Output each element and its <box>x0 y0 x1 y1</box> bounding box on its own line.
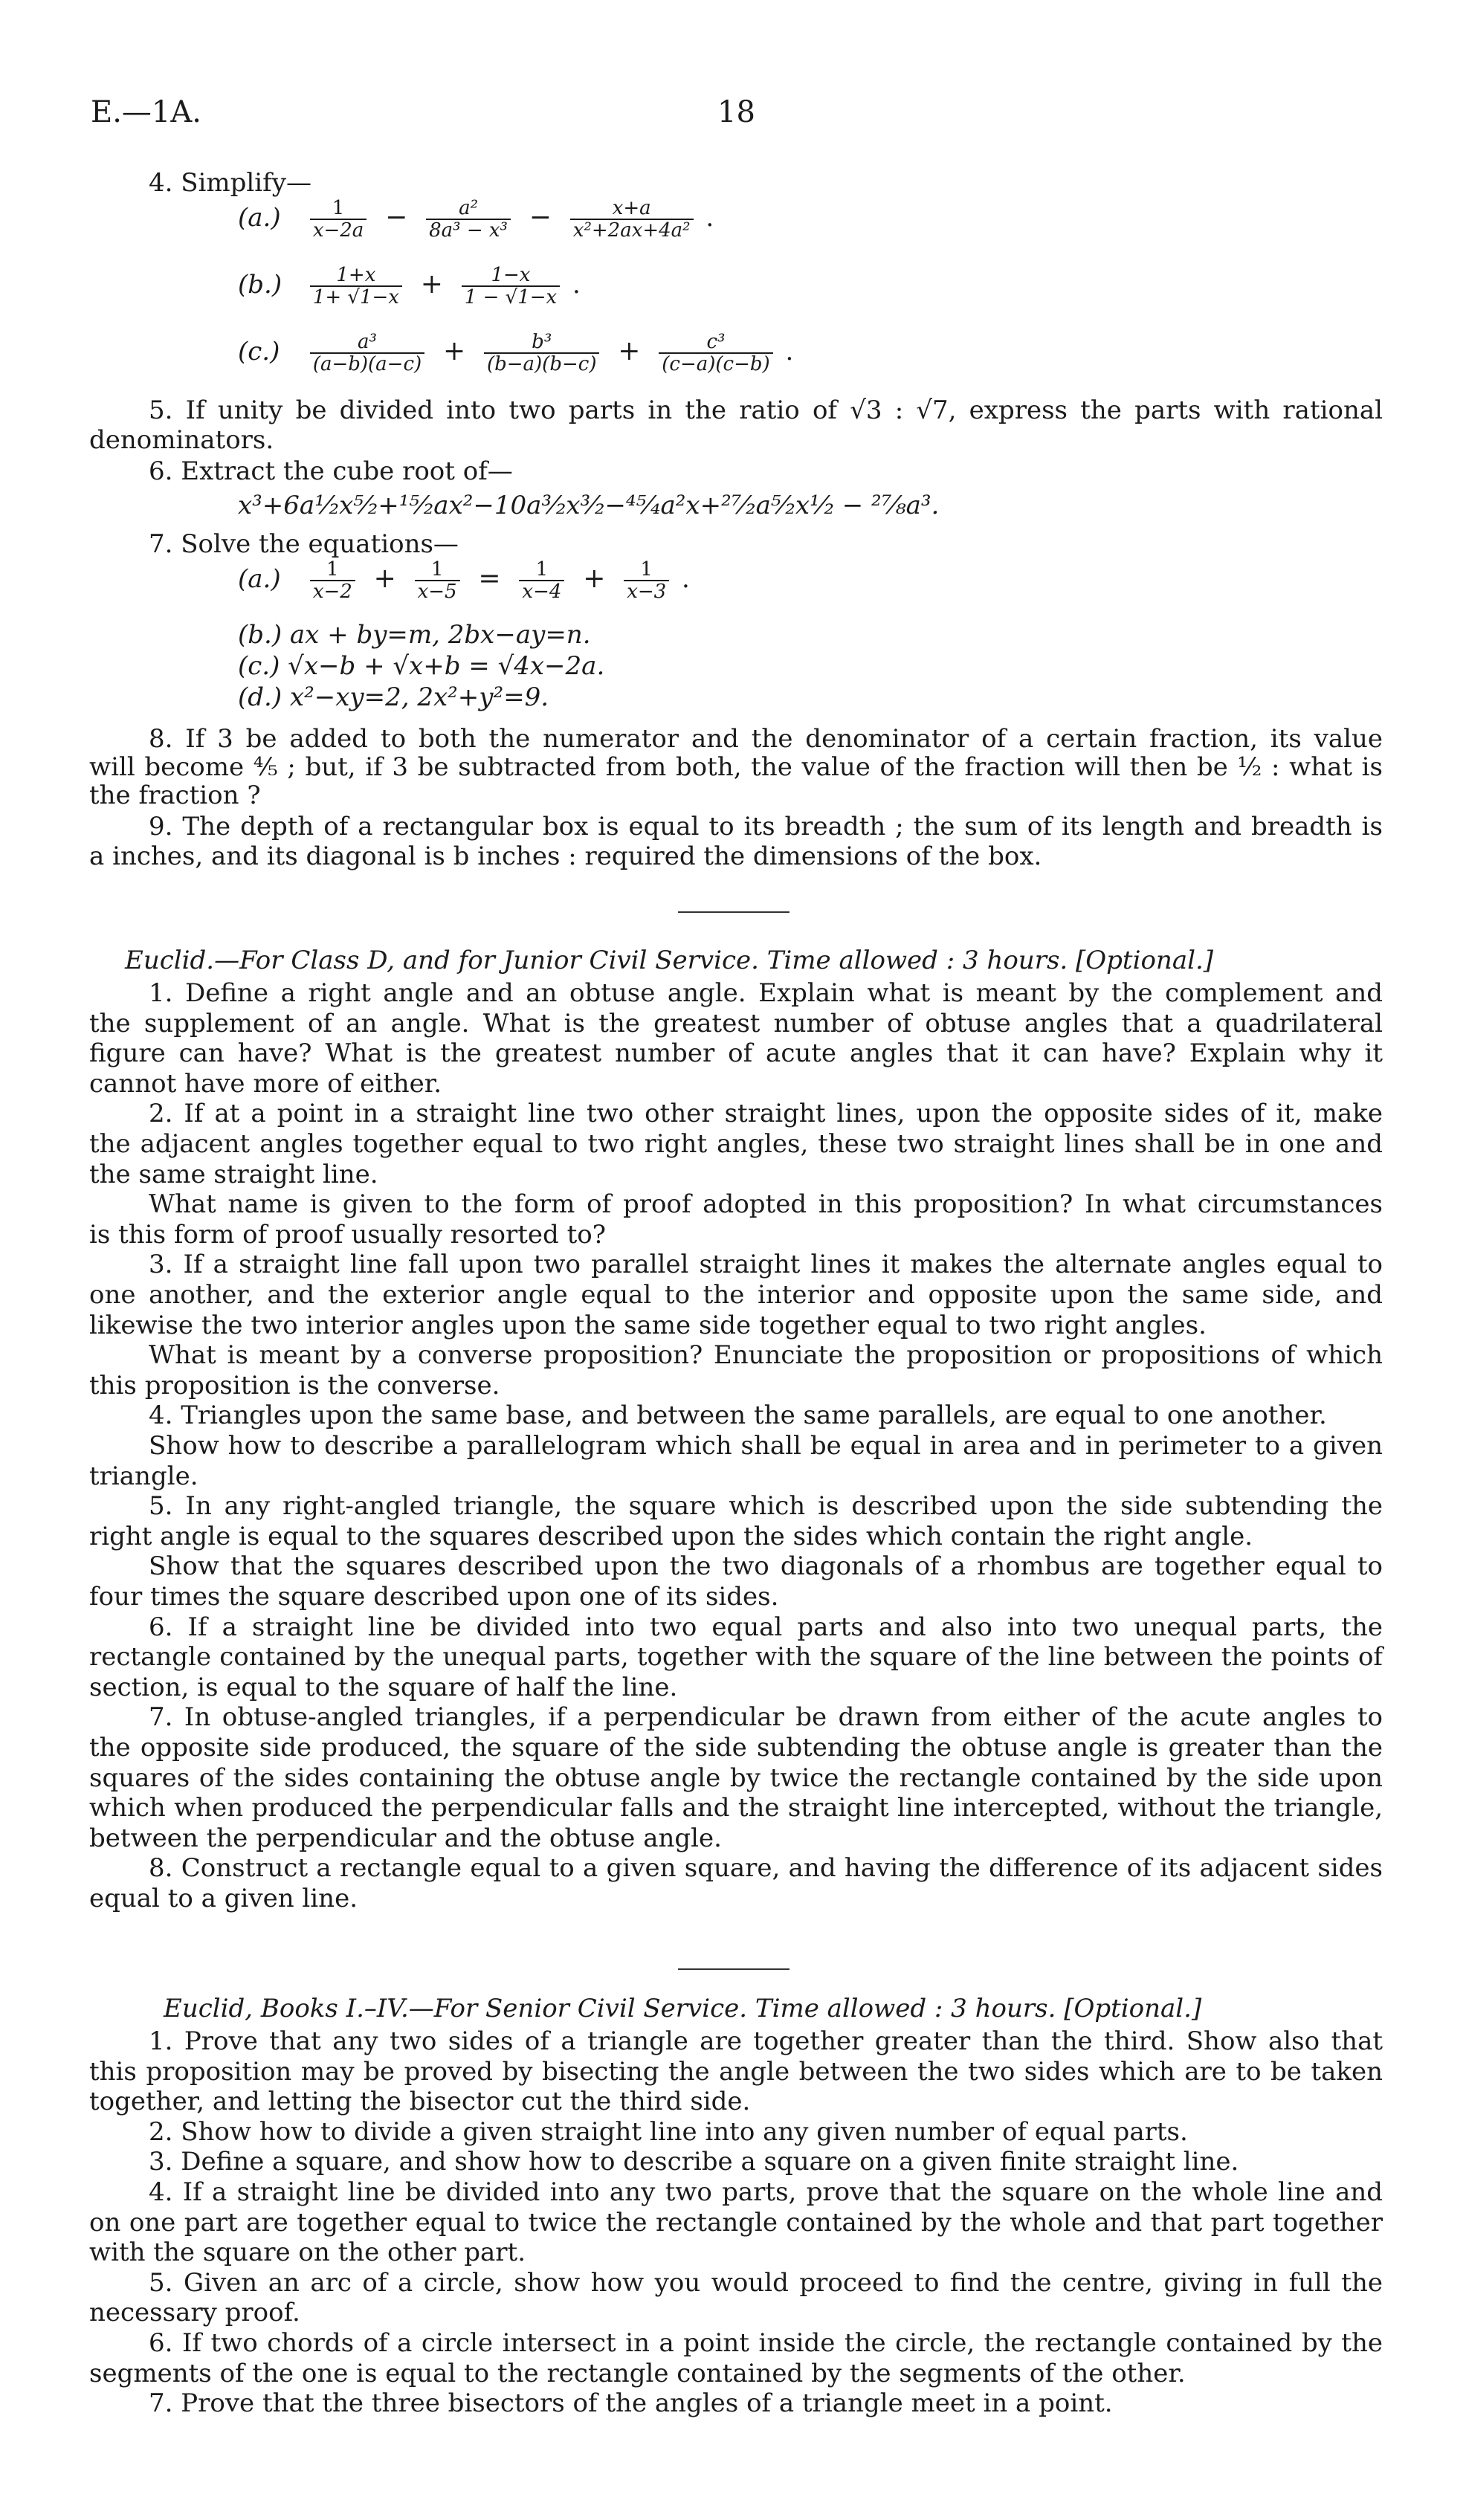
euclid-d-line: 3. If a straight line fall upon two parallel straight lines it makes the alternate angles equal to <box>149 1250 1383 1280</box>
euclid-d-line: What name is given to the form of proof adopted in this proposition? In what circumstances <box>149 1189 1383 1220</box>
q5-line-1: 5. If unity be divided into two parts in the ratio of √3 : √7, express the parts with rational <box>149 395 1383 425</box>
q5-line-2: denominators. <box>89 425 274 455</box>
section-divider-1 <box>678 911 789 913</box>
euclid-d-line: figure can have? What is the greatest number of acute angles that it can have? Explain why it <box>89 1038 1383 1069</box>
euclid-d-line: 4. Triangles upon the same base, and between the same parallels, are equal to one another. <box>149 1400 1327 1431</box>
euclid-d-line: which when produced the perpendicular falls and the straight line intercepted, without the triangle, <box>89 1793 1383 1823</box>
q4c-fraction-1: $\frac{\text{a³}}{(a-b)(a-c)}$ <box>310 332 424 375</box>
euclid-d-heading: Euclid.—For Class D, and for Junior Civil Service. Time allowed : 3 hours. [Optional.] <box>125 946 1214 975</box>
euclid-s-line: 1. Prove that any two sides of a triangle are together greater than the third. Show also that <box>149 2026 1383 2056</box>
euclid-d-line: between the perpendicular and the obtuse angle. <box>89 1823 722 1853</box>
q4a-label: (a.) <box>238 203 281 233</box>
q4b-equation: (b.) $\frac{1+x}{1+ √1-x}$ + $\frac{1-x}{1 - √1-x}$ . <box>238 264 581 308</box>
euclid-d-line: is this form of proof usually resorted to? <box>89 1219 606 1250</box>
q4-intro: 4. Simplify— <box>149 168 311 198</box>
euclid-s-line: 3. Define a square, and show how to describe a square on a given finite straight line. <box>149 2147 1239 2177</box>
euclid-d-line: triangle. <box>89 1461 198 1491</box>
euclid-d-line: squares of the sides containing the obtuse angle by twice the rectangle contained by the side upon <box>89 1763 1383 1793</box>
q7c-equation: (c.) √x−b + √x+b = √4x−2a. <box>238 651 605 681</box>
euclid-d-line: rectangle contained by the unequal parts, together with the square of the line between the points of <box>89 1642 1383 1673</box>
q4b-label: (b.) <box>238 270 282 300</box>
euclid-d-line: one another, and the exterior angle equal to the interior and opposite upon the same side, and <box>89 1280 1383 1310</box>
q4c-fraction-2: $\frac{\text{b³}}{(b-a)(b-c)}$ <box>484 332 600 375</box>
q4a-fraction-1: $\frac{1}{x-2a}$ <box>310 198 367 241</box>
euclid-s-line: necessary proof. <box>89 2298 300 2328</box>
q9-line-1: 9. The depth of a rectangular box is equal to its breadth ; the sum of its length and breadth is <box>149 812 1383 841</box>
q4a-fraction-2: $\frac{\text{a²}}{\text{8a³ − x³}}$ <box>426 198 511 241</box>
euclid-s-line: with the square on the other part. <box>89 2238 526 2268</box>
euclid-d-line: the supplement of an angle. What is the greatest number of obtuse angles that a quadrilateral <box>89 1008 1383 1038</box>
euclid-s-line: on one part are together equal to twice the rectangle contained by the whole and that part together <box>89 2207 1383 2238</box>
euclid-s-line: 6. If two chords of a circle intersect in a point inside the circle, the rectangle contained by the <box>149 2328 1383 2358</box>
q4a-equation: (a.) $\frac{1}{x-2a}$ − $\frac{\text{a²}}{\text{8a³ − x³}}$ − $\frac{x+a}{\text{x²+2ax+4a²}}$ . <box>238 197 714 242</box>
page-number: 18 <box>717 95 755 129</box>
euclid-d-line: this proposition is the converse. <box>89 1370 500 1400</box>
q6-expression: x³+6a¹⁄₂x⁵⁄₂+¹⁵⁄₂ax²−10a³⁄₂x³⁄₂−⁴⁵⁄₄a²x+²⁷⁄₂a⁵⁄₂x¹⁄₂ − ²⁷⁄₈a³. <box>238 491 940 520</box>
euclid-d-line: Show that the squares described upon the two diagonals of a rhombus are together equal to <box>149 1551 1383 1582</box>
euclid-d-line: cannot have more of either. <box>89 1068 442 1099</box>
q4b-fraction-2: $\frac{1-x}{1 - √1-x}$ <box>462 265 560 308</box>
q6-intro: 6. Extract the cube root of— <box>149 456 513 486</box>
euclid-s-line: 2. Show how to divide a given straight line into any given number of equal parts. <box>149 2116 1188 2147</box>
q7d-equation: (d.) x²−xy=2, 2x²+y²=9. <box>238 682 549 712</box>
euclid-d-line: 5. In any right-angled triangle, the square which is described upon the side subtending the <box>149 1491 1383 1522</box>
euclid-s-line: together, and letting the bisector cut the third side. <box>89 2087 751 2117</box>
euclid-d-line: likewise the two interior angles upon the same side together equal to two right angles. <box>89 1310 1207 1340</box>
euclid-d-line: four times the square described upon one of its sides. <box>89 1582 779 1612</box>
euclid-s-line: 4. If a straight line be divided into any two parts, prove that the square on the whole line and <box>149 2177 1383 2207</box>
euclid-d-line: section, is equal to the square of half the line. <box>89 1672 678 1702</box>
q7a-label: (a.) <box>238 564 281 594</box>
euclid-s-line: 5. Given an arc of a circle, show how you would proceed to find the centre, giving in full the <box>149 2267 1383 2298</box>
euclid-d-line: 1. Define a right angle and an obtuse angle. Explain what is meant by the complement and <box>149 978 1383 1008</box>
q9-line-2: a inches, and its diagonal is b inches : required the dimensions of the box. <box>89 841 1042 871</box>
q8-line-2: will become ⁴⁄₅ ; but, if 3 be subtracted from both, the value of the fraction will then be ¹⁄₂ : what is <box>89 752 1383 782</box>
q4c-equation: (c.) $\frac{\text{a³}}{(a-b)(a-c)}$ + $\frac{\text{b³}}{(b-a)(b-c)}$ + $\frac{\text{c³}}{(c-a)(c-b)}$ . <box>238 331 794 375</box>
euclid-senior-heading: Euclid, Books I.–IV.—For Senior Civil Service. Time allowed : 3 hours. [Optional.] <box>164 1994 1202 2023</box>
euclid-d-line: 8. Construct a rectangle equal to a given square, and having the difference of its adjacent sides <box>149 1853 1383 1884</box>
euclid-d-line: What is meant by a converse proposition? Enunciate the proposition or propositions of which <box>149 1340 1383 1371</box>
q4a-fraction-3: $\frac{x+a}{\text{x²+2ax+4a²}}$ <box>570 198 694 241</box>
euclid-d-line: 2. If at a point in a straight line two other straight lines, upon the opposite sides of it, make <box>149 1099 1383 1129</box>
document-code: E.—1A. <box>91 95 201 129</box>
euclid-d-line: Show how to describe a parallelogram which shall be equal in area and in perimeter to a given <box>149 1431 1383 1461</box>
q8-line-3: the fraction ? <box>89 781 261 810</box>
euclid-d-line: 7. In obtuse-angled triangles, if a perpendicular be drawn from either of the acute angles to <box>149 1702 1383 1733</box>
euclid-d-line: right angle is equal to the squares described upon the sides which contain the right angle. <box>89 1521 1253 1551</box>
q7a-equation: (a.) $\frac{1}{x-2}$ + $\frac{1}{x-5}$ = $\frac{1}{x-4}$ + $\frac{1}{x-3}$ . <box>238 558 690 603</box>
euclid-s-line: 7. Prove that the three bisectors of the angles of a triangle meet in a point. <box>149 2388 1113 2419</box>
euclid-d-line: equal to a given line. <box>89 1884 358 1913</box>
q4c-fraction-3: $\frac{\text{c³}}{(c-a)(c-b)}$ <box>659 332 772 375</box>
euclid-d-line: 6. If a straight line be divided into two equal parts and also into two unequal parts, the <box>149 1612 1383 1642</box>
q7-intro: 7. Solve the equations— <box>149 529 459 559</box>
euclid-s-line: segments of the one is equal to the rectangle contained by the segments of the other. <box>89 2358 1186 2388</box>
q8-line-1: 8. If 3 be added to both the numerator and the denominator of a certain fraction, its value <box>149 724 1383 754</box>
section-divider-2 <box>678 1968 789 1970</box>
q7b-equation: (b.) ax + by=m, 2bx−ay=n. <box>238 620 591 650</box>
euclid-d-line: the same straight line. <box>89 1159 378 1189</box>
euclid-s-line: this proposition may be proved by bisecting the angle between the two sides which are to be taken <box>89 2056 1383 2087</box>
q4c-label: (c.) <box>238 337 280 366</box>
euclid-d-line: the opposite side produced, the square of the side subtending the obtuse angle is greater than the <box>89 1733 1383 1763</box>
euclid-d-line: the adjacent angles together equal to two right angles, these two straight lines shall be in one and <box>89 1129 1383 1159</box>
q4b-fraction-1: $\frac{1+x}{1+ √1-x}$ <box>310 265 402 308</box>
